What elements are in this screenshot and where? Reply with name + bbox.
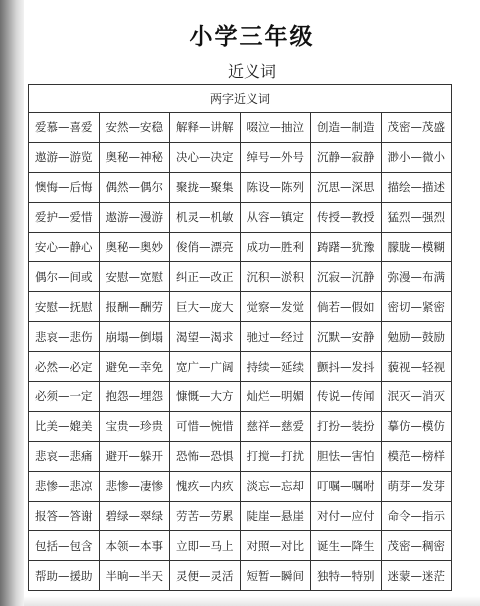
synonym-pair-cell: 机灵—机敏: [170, 202, 241, 232]
synonym-pair-cell: 沉寂—沉静: [311, 262, 382, 292]
synonym-pair-cell: 对照—对比: [240, 531, 311, 561]
table-row: [29, 352, 452, 382]
synonym-pair-cell: 慈祥—慈爱: [240, 411, 311, 441]
synonym-pair-cell: 立即—马上: [170, 531, 241, 561]
synonym-pair-cell: 传说—传闻: [311, 382, 382, 412]
synonym-pair-cell: 比美—媲美: [29, 411, 100, 441]
synonym-pair-cell: 奥秘—奥妙: [99, 232, 170, 262]
synonym-pair-cell: 宝贵—珍贵: [99, 411, 170, 441]
synonym-pair-cell: 巨大—庞大: [170, 292, 241, 322]
document-page: [24, 0, 480, 606]
synonym-pair-cell: 悲哀—悲伤: [29, 322, 100, 352]
synonym-pair-cell: 崩塌—倒塌: [99, 322, 170, 352]
table-row: [29, 232, 452, 262]
synonym-pair-cell: 纠正—改正: [170, 262, 241, 292]
synonym-pair-cell: 偶然—偶尔: [99, 172, 170, 202]
synonym-pair-cell: 传授—教授: [311, 202, 382, 232]
synonym-pair-cell: 必然—必定: [29, 352, 100, 382]
synonym-pair-cell: 安慰—抚慰: [29, 292, 100, 322]
table-row: [29, 561, 452, 591]
synonym-pair-cell: 偶尔—间或: [29, 262, 100, 292]
synonym-pair-cell: 遨游—漫游: [99, 202, 170, 232]
table-row: [29, 113, 452, 143]
synonym-pair-cell: 命令—指示: [381, 501, 452, 531]
synonym-pair-cell: 踌躇—犹豫: [311, 232, 382, 262]
synonym-pair-cell: 抱怨—埋怨: [99, 382, 170, 412]
synonym-pair-cell: 泯灭—消灭: [381, 382, 452, 412]
synonym-pair-cell: 懊悔—后悔: [29, 172, 100, 202]
synonym-pair-cell: 觉察—发觉: [240, 292, 311, 322]
synonym-pair-cell: 勉励—鼓励: [381, 322, 452, 352]
synonym-pair-cell: 恐怖—恐惧: [170, 441, 241, 471]
synonym-pair-cell: 爱护—爱惜: [29, 202, 100, 232]
synonym-pair-cell: 茂密—茂盛: [381, 113, 452, 143]
synonym-pair-cell: 慷慨—大方: [170, 382, 241, 412]
synonym-pair-cell: 迷蒙—迷茫: [381, 561, 452, 591]
synonym-pair-cell: 短暂—瞬间: [240, 561, 311, 591]
synonym-pair-cell: 朦胧—模糊: [381, 232, 452, 262]
table-row: [29, 172, 452, 202]
synonym-pair-cell: 沉思—深思: [311, 172, 382, 202]
synonym-pair-cell: 灿烂—明媚: [240, 382, 311, 412]
synonym-pair-cell: 可惜—惋惜: [170, 411, 241, 441]
synonym-pair-cell: 必须—一定: [29, 382, 100, 412]
synonym-pair-cell: 猛烈—强烈: [381, 202, 452, 232]
synonym-pair-cell: 沉积—淤积: [240, 262, 311, 292]
synonym-pair-cell: 打搅—打扰: [240, 441, 311, 471]
table-row: [29, 531, 452, 561]
synonym-pair-cell: 本领—本事: [99, 531, 170, 561]
synonym-pair-cell: 从容—镇定: [240, 202, 311, 232]
table-row: [29, 501, 452, 531]
synonym-pair-cell: 啜泣—抽泣: [240, 113, 311, 143]
synonym-pair-cell: 打扮—装扮: [311, 411, 382, 441]
table-row: [29, 411, 452, 441]
synonym-pair-cell: 对付—应付: [311, 501, 382, 531]
synonym-pair-cell: 弥漫—布满: [381, 262, 452, 292]
table-row: [29, 382, 452, 412]
synonym-table: [28, 84, 452, 591]
synonym-pair-cell: 聚拢—聚集: [170, 172, 241, 202]
table-row: [29, 202, 452, 232]
table-header: 两字近义词: [29, 85, 452, 113]
synonym-pair-cell: 俊俏—漂亮: [170, 232, 241, 262]
synonym-pair-cell: 胆怯—害怕: [311, 441, 382, 471]
synonym-pair-cell: 悲惨—悲凉: [29, 471, 100, 501]
table-row: [29, 441, 452, 471]
synonym-pair-cell: 渴望—渴求: [170, 322, 241, 352]
synonym-pair-cell: 绰号—外号: [240, 142, 311, 172]
synonym-pair-cell: 持续—延续: [240, 352, 311, 382]
synonym-pair-cell: 独特—特别: [311, 561, 382, 591]
synonym-pair-cell: 萌芽—发芽: [381, 471, 452, 501]
synonym-pair-cell: 半晌—半天: [99, 561, 170, 591]
table-row: [29, 471, 452, 501]
synonym-pair-cell: 描绘—描述: [381, 172, 452, 202]
synonym-pair-cell: 悲哀—悲痛: [29, 441, 100, 471]
synonym-pair-cell: 淡忘—忘却: [240, 471, 311, 501]
synonym-pair-cell: 颤抖—发抖: [311, 352, 382, 382]
synonym-pair-cell: 创造—制造: [311, 113, 382, 143]
synonym-pair-cell: 愧疚—内疚: [170, 471, 241, 501]
synonym-pair-cell: 遨游—游览: [29, 142, 100, 172]
synonym-pair-cell: 倘若—假如: [311, 292, 382, 322]
synonym-pair-cell: 安慰—宽慰: [99, 262, 170, 292]
synonym-pair-cell: 叮嘱—嘱咐: [311, 471, 382, 501]
page-bottom-shadow: [24, 596, 480, 606]
synonym-pair-cell: 陈设—陈列: [240, 172, 311, 202]
page-subtitle: 近义词: [227, 62, 276, 81]
synonym-pair-cell: 奥秘—神秘: [99, 142, 170, 172]
synonym-pair-cell: 劳苦—劳累: [170, 501, 241, 531]
synonym-pair-cell: 避开—躲开: [99, 441, 170, 471]
synonym-pair-cell: 宽广—广阔: [170, 352, 241, 382]
table-row: [29, 142, 452, 172]
synonym-pair-cell: 模范—榜样: [381, 441, 452, 471]
synonym-pair-cell: 报酬—酬劳: [99, 292, 170, 322]
table-row: [29, 262, 452, 292]
synonym-pair-cell: 茂密—稠密: [381, 531, 452, 561]
synonym-pair-cell: 诞生—降生: [311, 531, 382, 561]
synonym-pair-cell: 沉默—安静: [311, 322, 382, 352]
synonym-pair-cell: 碧绿—翠绿: [99, 501, 170, 531]
synonym-pair-cell: 摹仿—模仿: [381, 411, 452, 441]
book-spine-shadow: [0, 0, 24, 606]
synonym-pair-cell: 帮助—援助: [29, 561, 100, 591]
table-row: [29, 292, 452, 322]
synonym-pair-cell: 悲惨—凄惨: [99, 471, 170, 501]
page-title: 小学三年级: [189, 24, 315, 50]
synonym-pair-cell: 安心—静心: [29, 232, 100, 262]
synonym-pair-cell: 决心—决定: [170, 142, 241, 172]
synonym-pair-cell: 解释—讲解: [170, 113, 241, 143]
synonym-pair-cell: 避免—幸免: [99, 352, 170, 382]
synonym-pair-cell: 安然—安稳: [99, 113, 170, 143]
synonym-pair-cell: 包括—包含: [29, 531, 100, 561]
synonym-pair-cell: 藐视—轻视: [381, 352, 452, 382]
synonym-pair-cell: 沉静—寂静: [311, 142, 382, 172]
synonym-pair-cell: 成功—胜利: [240, 232, 311, 262]
synonym-pair-cell: 驰过—经过: [240, 322, 311, 352]
synonym-pair-cell: 灵便—灵活: [170, 561, 241, 591]
table-header-row: [29, 85, 452, 113]
synonym-pair-cell: 渺小—微小: [381, 142, 452, 172]
synonym-pair-cell: 密切—紧密: [381, 292, 452, 322]
synonym-pair-cell: 陡崖—悬崖: [240, 501, 311, 531]
table-row: [29, 322, 452, 352]
synonym-pair-cell: 报答—答谢: [29, 501, 100, 531]
synonym-pair-cell: 爱慕—喜爱: [29, 113, 100, 143]
